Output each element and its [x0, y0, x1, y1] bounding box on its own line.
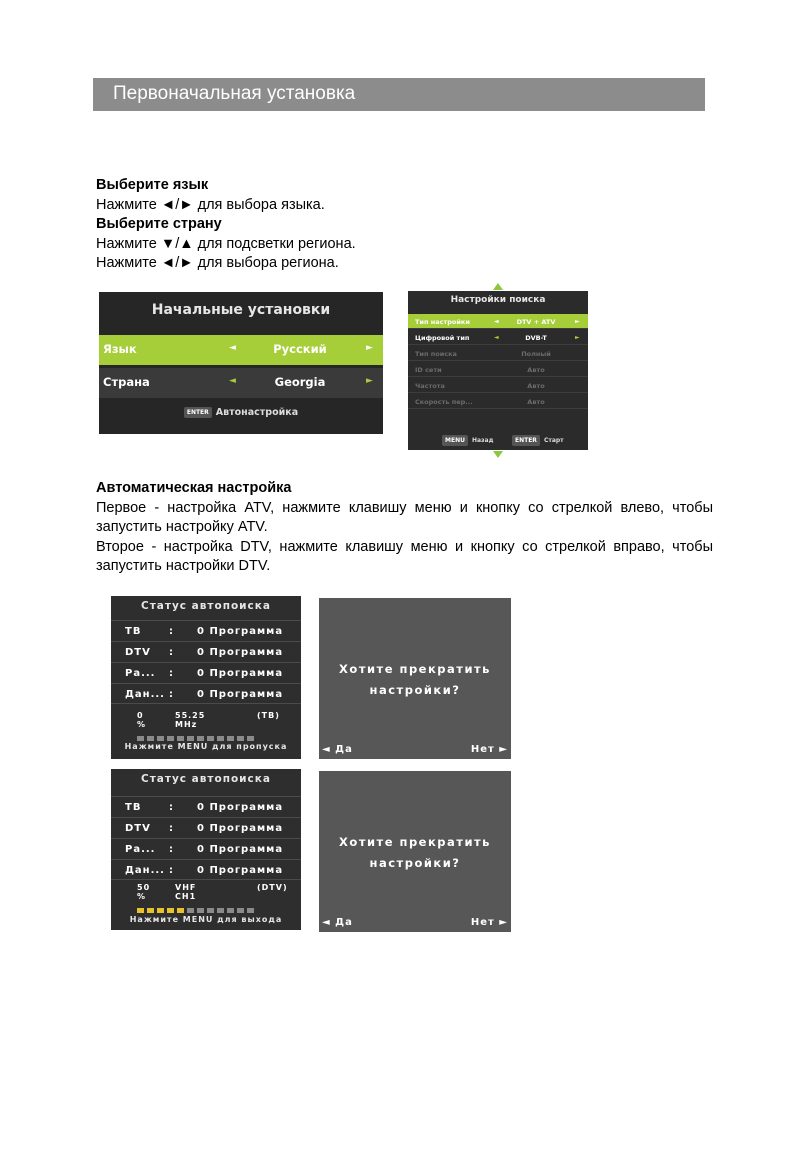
- progress-segment: [227, 908, 234, 913]
- settings-row[interactable]: [408, 378, 588, 393]
- progress-segment: [177, 908, 184, 913]
- settings-row[interactable]: [408, 394, 588, 409]
- initial-setup-screen: [99, 292, 383, 434]
- scan-mode: (ТВ): [257, 711, 280, 720]
- progress-segment: [157, 908, 164, 913]
- question-line: Хотите прекратить: [339, 662, 491, 676]
- progress-segment: [197, 736, 204, 741]
- progress-bar: [137, 898, 257, 904]
- row-value: 0 Программа: [197, 844, 284, 855]
- row-label: DTV: [125, 823, 151, 834]
- section-title: Первоначальная установка: [113, 83, 356, 104]
- row-label: Частота: [415, 382, 445, 390]
- screen-title: Статус автопоиска: [141, 773, 271, 785]
- settings-row[interactable]: [408, 314, 588, 329]
- dialog-question: [319, 659, 511, 701]
- row-label: Тип настройки: [415, 318, 470, 326]
- row-value: 0 Программа: [197, 668, 284, 679]
- menu-key-icon: MENU: [442, 435, 468, 446]
- channel-count-row: [111, 817, 301, 838]
- frequency: VHF CH1: [175, 883, 197, 901]
- progress-segment: [177, 736, 184, 741]
- scan-mode: (DTV): [257, 883, 288, 892]
- progress-segment: [157, 736, 164, 741]
- row-label: Ра...: [125, 668, 156, 679]
- progress-segment: [147, 736, 154, 741]
- progress-segment: [167, 908, 174, 913]
- back-hint: [442, 435, 493, 446]
- screen-title: Настройки поиска: [450, 295, 546, 305]
- progress-segment: [167, 736, 174, 741]
- country-instruction-2: Нажмите ◄/► для выбора региона.: [96, 255, 339, 271]
- country-heading: Выберите страну: [96, 216, 222, 232]
- row-value: 0 Программа: [197, 626, 284, 637]
- intro-text: [96, 176, 708, 274]
- scroll-down-icon: [493, 451, 503, 458]
- row-label: Скорость пер...: [415, 398, 473, 406]
- row-separator: :: [169, 844, 174, 855]
- start-hint: [512, 435, 564, 446]
- question-line: настройки?: [369, 856, 461, 870]
- question-line: Хотите прекратить: [339, 835, 491, 849]
- dialog-question: [319, 832, 511, 874]
- row-label: Тип поиска: [415, 350, 457, 358]
- back-label: Назад: [471, 437, 494, 444]
- search-settings-screen: [408, 291, 588, 450]
- country-row[interactable]: [99, 368, 383, 398]
- row-label: ТВ: [125, 802, 142, 813]
- question-line: настройки?: [369, 683, 461, 697]
- frequency: 55.25 MHz: [175, 711, 206, 729]
- row-value: Авто: [527, 382, 545, 390]
- scroll-up-icon: [493, 283, 503, 290]
- progress-bar: [137, 726, 257, 732]
- channel-count-row: [111, 683, 301, 704]
- country-instruction-1: Нажмите ▼/▲ для подсветки региона.: [96, 235, 356, 252]
- row-value: Русский: [273, 342, 327, 356]
- language-heading: Выберите язык: [96, 177, 209, 193]
- screen-title: Начальные установки: [151, 302, 331, 318]
- row-value: 0 Программа: [197, 823, 284, 834]
- stop-dialog: [319, 771, 511, 932]
- progress-segment: [137, 736, 144, 741]
- channel-count-row: [111, 662, 301, 683]
- row-separator: :: [169, 802, 174, 813]
- row-value: 0 Программа: [197, 647, 284, 658]
- skip-hint: Нажмите MENU для пропуска: [124, 742, 288, 751]
- settings-row[interactable]: [408, 346, 588, 361]
- arrow-right-icon: ►: [366, 376, 373, 386]
- row-separator: :: [169, 647, 174, 658]
- row-value: DVB-T: [525, 334, 547, 342]
- arrow-right-icon: ►: [575, 334, 580, 341]
- arrow-right-icon: ►: [575, 318, 580, 325]
- row-label: ТВ: [125, 626, 142, 637]
- exit-hint: Нажмите MENU для выхода: [129, 915, 283, 924]
- row-value: 0 Программа: [197, 865, 284, 876]
- footer-label: Автонастройка: [215, 407, 299, 418]
- row-label: Цифровой тип: [415, 334, 470, 342]
- row-value: Georgia: [274, 375, 326, 389]
- settings-row[interactable]: [408, 362, 588, 377]
- row-separator: :: [169, 626, 174, 637]
- row-value: Полный: [521, 350, 551, 358]
- arrow-left-icon: ◄: [229, 376, 236, 386]
- yes-button[interactable]: ◄ Да: [322, 744, 353, 755]
- row-label: Ра...: [125, 844, 156, 855]
- auto-tuning-heading: Автоматическая настройка: [96, 480, 292, 496]
- row-label: Язык: [103, 342, 137, 356]
- progress-segment: [217, 736, 224, 741]
- section-header: [93, 78, 705, 111]
- channel-count-row: [111, 796, 301, 817]
- channel-count-row: [111, 859, 301, 880]
- row-label: DTV: [125, 647, 151, 658]
- auto-tuning-text: [96, 479, 713, 577]
- row-separator: :: [169, 689, 174, 700]
- start-label: Старт: [543, 437, 564, 444]
- row-label: Дан...: [125, 865, 165, 876]
- progress-segment: [237, 908, 244, 913]
- row-value: 0 Программа: [197, 802, 284, 813]
- language-instruction: Нажмите ◄/► для выбора языка.: [96, 196, 325, 213]
- progress-segment: [187, 908, 194, 913]
- settings-row[interactable]: [408, 330, 588, 345]
- progress-segment: [207, 736, 214, 741]
- enter-key-icon: ENTER: [512, 435, 540, 446]
- row-separator: :: [169, 823, 174, 834]
- progress-segment: [247, 736, 254, 741]
- arrow-right-icon: ►: [366, 343, 373, 353]
- channel-count-row: [111, 838, 301, 859]
- scan-status-screen: [111, 596, 301, 759]
- auto-tuning-step-1: Первое - настройка ATV, нажмите клавишу меню и кнопку со стрелкой влево, чтобы запустить настройку ATV.: [96, 499, 713, 535]
- language-row[interactable]: [99, 335, 383, 365]
- row-value: DTV + ATV: [516, 318, 556, 326]
- progress-segment: [217, 908, 224, 913]
- no-button[interactable]: Нет ►: [470, 744, 508, 755]
- screen-footer: [99, 407, 383, 418]
- scan-status-screen: [111, 769, 301, 930]
- arrow-left-icon: ◄: [229, 343, 236, 353]
- row-value: 0 Программа: [197, 689, 284, 700]
- progress-percent: 0 %: [137, 711, 147, 729]
- progress-segment: [237, 736, 244, 741]
- row-separator: :: [169, 865, 174, 876]
- row-label: Страна: [103, 375, 150, 389]
- enter-key-icon: ENTER: [184, 407, 212, 418]
- yes-button[interactable]: ◄ Да: [322, 917, 353, 928]
- no-button[interactable]: Нет ►: [470, 917, 508, 928]
- screen-title: Статус автопоиска: [141, 600, 271, 612]
- arrow-left-icon: ◄: [494, 334, 499, 341]
- stop-dialog: [319, 598, 511, 759]
- row-value: Авто: [527, 398, 545, 406]
- arrow-left-icon: ◄: [494, 318, 499, 325]
- progress-segment: [197, 908, 204, 913]
- row-value: Авто: [527, 366, 545, 374]
- progress-segment: [137, 908, 144, 913]
- auto-tuning-step-2: Второе - настройка DTV, нажмите клавишу меню и кнопку со стрелкой вправо, чтобы запустить настройки DTV.: [96, 538, 713, 574]
- progress-segment: [227, 736, 234, 741]
- row-label: ID сети: [415, 366, 442, 374]
- progress-segment: [207, 908, 214, 913]
- row-label: Дан...: [125, 689, 165, 700]
- progress-segment: [187, 736, 194, 741]
- progress-segment: [247, 908, 254, 913]
- progress-segment: [147, 908, 154, 913]
- row-separator: :: [169, 668, 174, 679]
- channel-count-row: [111, 620, 301, 641]
- progress-percent: 50 %: [137, 883, 151, 901]
- channel-count-row: [111, 641, 301, 662]
